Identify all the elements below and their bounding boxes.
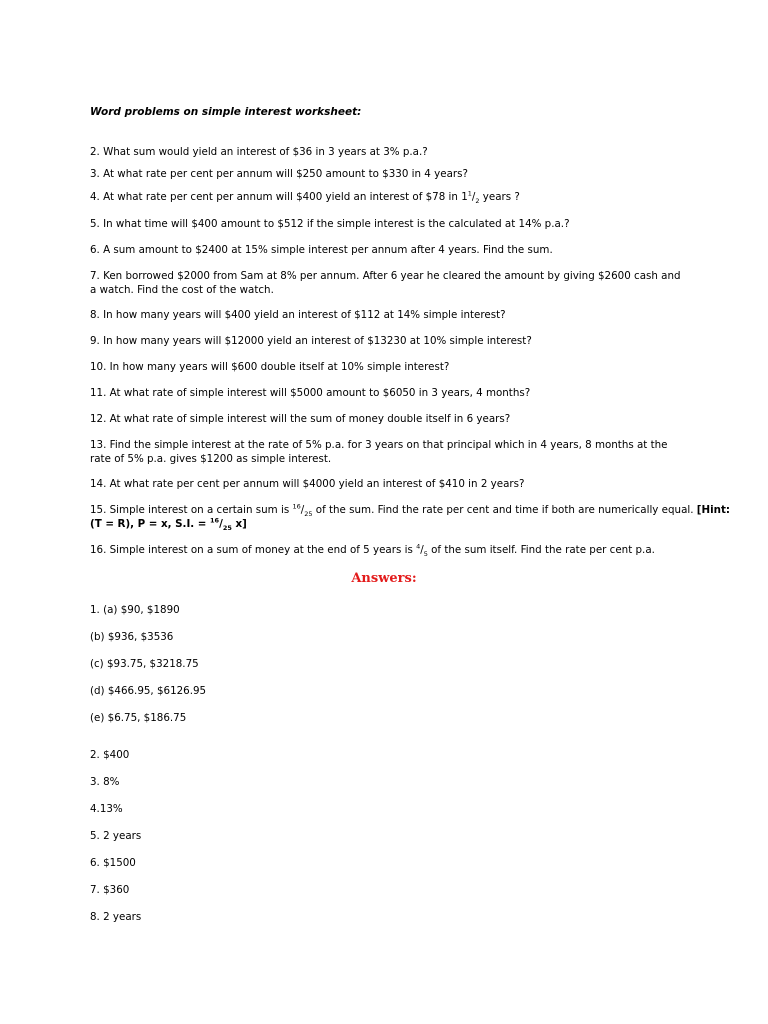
question-15-hint-label: [Hint: (696, 504, 731, 516)
answer-1c: (c) $93.75, $3218.75 (90, 658, 199, 670)
answer-2: 2. $400 (90, 749, 130, 761)
answer-5: 5. 2 years (90, 830, 142, 842)
answer-6: 6. $1500 (90, 857, 136, 869)
question-15-hint-end: x] (231, 518, 247, 530)
answer-4: 4.13% (90, 803, 123, 815)
question-5: 5. In what time will $400 amount to $512 if the simple interest is the calculated at 14% p.a.? (90, 218, 570, 230)
question-4-text-end: years ? (479, 191, 520, 203)
question-7: 7. Ken borrowed $2000 from Sam at 8% per annum. After 6 year he cleared the amount by giving $2600 cash and a watch. Find the cost of the watch. (90, 270, 681, 296)
answer-8: 8. 2 years (90, 911, 142, 923)
answer-1a: 1. (a) $90, $1890 (90, 604, 180, 616)
answer-1b: (b) $936, $3536 (90, 631, 174, 643)
answer-1d: (d) $466.95, $6126.95 (90, 685, 207, 697)
question-15-fraction-denominator: 25 (304, 510, 313, 519)
question-4-fraction-numerator: 1 (467, 189, 472, 198)
question-15-text: 15. Simple interest on a certain sum is (90, 504, 293, 516)
question-6: 6. A sum amount to $2400 at 15% simple interest per annum after 4 years. Find the sum. (90, 244, 553, 256)
question-10: 10. In how many years will $600 double itself at 10% simple interest? (90, 361, 450, 373)
question-16: 16. Simple interest on a sum of money at the end of 5 years is $^4/_5$ of the sum itself. Find the rate per cent p.a. (90, 542, 655, 559)
question-2: 2. What sum would yield an interest of $36 in 3 years at 3% p.a.? (90, 146, 428, 158)
answer-7: 7. $360 (90, 884, 130, 896)
question-11: 11. At what rate of simple interest will $5000 amount to $6050 in 3 years, 4 months? (90, 387, 531, 399)
question-9: 9. In how many years will $12000 yield an interest of $13230 at 10% simple interest? (90, 335, 532, 347)
question-15-text-mid: of the sum. Find the rate per cent and time if both are numerically equal. (312, 504, 697, 516)
answers-heading: Answers: (351, 571, 417, 586)
question-15: 15. Simple interest on a certain sum is $^{16}/_{25}$ of the sum. Find the rate per cent and time if both are numerically equal. [Hint: (90, 502, 731, 519)
question-16-fraction-denominator: 5 (423, 550, 428, 559)
question-15-hint-numerator: 16 (210, 516, 220, 525)
question-15-hint-denominator: 25 (222, 524, 232, 533)
answer-1e: (e) $6.75, $186.75 (90, 712, 187, 724)
question-4-text: 4. At what rate per cent per annum will $400 yield an interest of $78 in 1 (90, 191, 468, 203)
question-15-hint: (T = R), P = x, S.I. = $^{16}/_{25}$ x] (90, 516, 247, 533)
question-3: 3. At what rate per cent per annum will $250 amount to $330 in 4 years? (90, 168, 468, 180)
question-16-fraction-numerator: 4 (416, 542, 421, 551)
question-13: 13. Find the simple interest at the rate of 5% p.a. for 3 years on that principal which in 4 years, 8 months at the rate of 5% p.a. gives $1200 as simple interest. (90, 439, 668, 465)
answer-3: 3. 8% (90, 776, 120, 788)
question-8: 8. In how many years will $400 yield an interest of $112 at 14% simple interest? (90, 309, 506, 321)
question-4: 4. At what rate per cent per annum will $400 yield an interest of $78 in $1^1/_2$ years ? (90, 189, 520, 206)
question-15-fraction-numerator: 16 (292, 502, 301, 511)
question-16-text: 16. Simple interest on a sum of money at the end of 5 years is (90, 544, 417, 556)
question-4-fraction-denominator: 2 (475, 197, 480, 206)
worksheet-title: Word problems on simple interest worksheet: (90, 106, 362, 118)
question-16-text-end: of the sum itself. Find the rate per cent p.a. (427, 544, 655, 556)
question-15-hint-text: (T = R), P = x, S.I. = (90, 518, 211, 530)
question-12: 12. At what rate of simple interest will the sum of money double itself in 6 years? (90, 413, 511, 425)
question-14: 14. At what rate per cent per annum will $4000 yield an interest of $410 in 2 years? (90, 478, 525, 490)
